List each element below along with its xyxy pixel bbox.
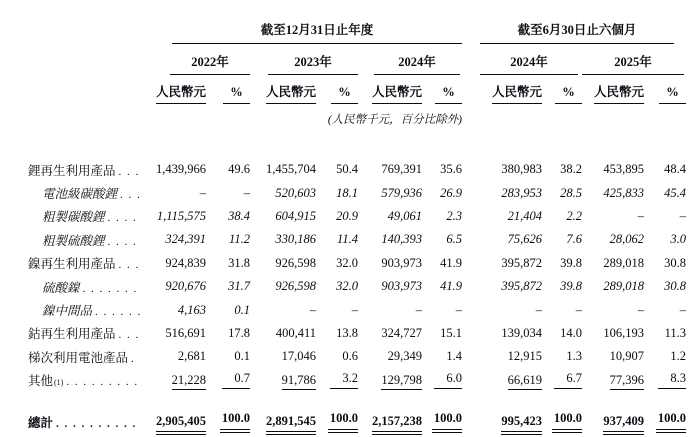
col-header-pct-text: %: [659, 85, 686, 104]
pct-value-cell: [422, 326, 462, 341]
pct-value-cell: [206, 349, 250, 364]
col-header-rmb-text: 人民幣元: [492, 82, 542, 104]
row-label-cell: [28, 413, 148, 431]
rmb-value-cell: [358, 414, 422, 429]
pct-value-cell: [316, 186, 358, 201]
table-row: [28, 275, 686, 298]
row-label-cell: [28, 231, 148, 249]
cell-value: 39.8: [560, 279, 582, 294]
rmb-value-cell: [358, 256, 422, 271]
cell-value: –: [309, 302, 316, 317]
pct-value-cell: [644, 303, 686, 318]
row-label-cell: [28, 161, 148, 179]
dot-leader: [119, 257, 140, 272]
cell-value: –: [575, 302, 582, 317]
pct-value-cell: [206, 303, 250, 318]
col-header-rmb: [480, 82, 542, 104]
cell-value: 18.1: [336, 185, 358, 200]
row-label-text: 粗製硫酸鋰: [42, 233, 105, 248]
pct-value-cell: [644, 326, 686, 341]
pct-value-cell: [422, 279, 462, 294]
cell-value: 50.4: [336, 162, 358, 177]
rmb-value-cell: [250, 349, 316, 364]
rmb-value-cell: [582, 303, 644, 318]
cell-value: 3.0: [670, 232, 686, 247]
cell-value: 0.1: [234, 349, 250, 364]
col-header-pct: [422, 85, 462, 104]
table-row: [28, 298, 686, 321]
unit-note-row: [28, 111, 686, 127]
table-row: [28, 228, 686, 251]
pct-value-cell: [422, 371, 462, 389]
cell-value: 425,833: [603, 185, 644, 200]
table-row: [28, 369, 686, 392]
col-header-rmb: [358, 82, 422, 104]
table-row: [28, 252, 686, 275]
dot-leader: [56, 416, 140, 431]
rmb-value-cell: [582, 186, 644, 201]
pct-value-cell: [542, 186, 582, 201]
cell-value: 21,228: [172, 373, 206, 390]
rmb-value-cell: [148, 209, 206, 224]
rmb-value-cell: [480, 373, 542, 388]
cell-value: –: [455, 302, 462, 317]
row-label-cell: [28, 278, 148, 296]
cell-value: –: [415, 302, 422, 317]
rmb-value-cell: [480, 414, 542, 429]
pct-value-cell: [206, 326, 250, 341]
pct-value-cell: [316, 349, 358, 364]
cell-value: 17,046: [281, 349, 316, 364]
cell-value: 140,393: [381, 232, 422, 247]
cell-value: –: [351, 302, 358, 317]
pct-value-cell: [542, 209, 582, 224]
rmb-value-cell: [250, 162, 316, 177]
col-header-pct-text: %: [555, 85, 582, 104]
rmb-value-cell: [148, 414, 206, 429]
row-label-text: 鎳中間品: [42, 304, 93, 319]
cell-value: 11.4: [337, 232, 358, 247]
table-row: [28, 407, 686, 437]
cell-value: 8.3: [658, 371, 686, 389]
cell-value: 38.4: [228, 208, 250, 223]
col-header-rmb-text: 人民幣元: [156, 82, 206, 104]
cell-value: 32.0: [336, 255, 358, 270]
revenue-breakdown-table: [28, 20, 686, 437]
cell-value: 2,681: [177, 349, 206, 364]
pct-value-cell: [422, 349, 462, 364]
cell-value: 77,396: [610, 373, 644, 390]
cell-value: 380,983: [501, 162, 542, 177]
col-header-pct-text: %: [223, 85, 250, 104]
rmb-value-cell: [358, 186, 422, 201]
rmb-value-cell: [148, 373, 206, 388]
cell-value: 324,391: [165, 232, 206, 247]
cell-value: 1,115,575: [156, 208, 206, 223]
cell-value: 0.1: [234, 302, 250, 317]
pct-value-cell: [422, 162, 462, 177]
rmb-value-cell: [358, 209, 422, 224]
year-header-2023: 2023年: [268, 52, 358, 75]
cell-value: 100.0: [656, 411, 686, 433]
cell-value: 31.8: [228, 255, 250, 270]
col-header-pct-text: %: [331, 85, 358, 104]
cell-value: 11.2: [229, 232, 250, 247]
unit-note: (人民幣千元，百分比除外): [327, 114, 462, 126]
rmb-value-cell: [358, 373, 422, 388]
dot-leader: [108, 210, 140, 225]
rmb-value-cell: [358, 326, 422, 341]
pct-value-cell: [644, 162, 686, 177]
rmb-value-cell: [148, 232, 206, 247]
row-label-cell: [28, 207, 148, 225]
row-label-text: 鎳再生利用產品: [28, 257, 116, 272]
cell-value: 66,619: [508, 373, 542, 390]
cell-value: 31.7: [228, 279, 250, 294]
rmb-value-cell: [148, 256, 206, 271]
cell-value: 395,872: [501, 255, 542, 270]
pct-value-cell: [316, 326, 358, 341]
cell-value: 395,872: [501, 279, 542, 294]
cell-value: 920,676: [165, 279, 206, 294]
row-label-text: 梯次利用電池產品: [28, 350, 129, 365]
period-group-header-row: [28, 20, 686, 44]
cell-value: 903,973: [381, 255, 422, 270]
cell-value: 49.6: [228, 162, 250, 177]
rmb-value-cell: [148, 349, 206, 364]
pct-value-cell: [206, 371, 250, 389]
dot-leader: [119, 164, 140, 179]
year-header-2024: 2024年: [374, 52, 460, 75]
row-label-text: 鈷再生利用產品: [28, 327, 116, 342]
cell-value: 15.1: [440, 325, 462, 340]
cell-value: 926,598: [275, 279, 316, 294]
col-header-rmb: [148, 82, 206, 104]
rmb-value-cell: [148, 326, 206, 341]
cell-value: 91,786: [282, 373, 316, 390]
cell-value: 29,349: [387, 349, 422, 364]
year-header-2022: 2022年: [170, 52, 250, 75]
cell-value: 6.0: [434, 371, 462, 389]
pct-value-cell: [316, 162, 358, 177]
pct-value-cell: [644, 186, 686, 201]
rmb-value-cell: [582, 326, 644, 341]
cell-value: 13.8: [336, 325, 358, 340]
rmb-value-cell: [250, 232, 316, 247]
rmb-value-cell: [582, 279, 644, 294]
cell-value: 11.3: [664, 325, 686, 340]
pct-value-cell: [422, 411, 462, 433]
rmb-value-cell: [480, 232, 542, 247]
dot-leader: [108, 234, 140, 249]
rmb-value-cell: [582, 349, 644, 364]
cell-value: 604,915: [275, 208, 316, 223]
cell-value: 400,411: [275, 325, 316, 340]
year-header-interim-2025: 2025年: [582, 52, 684, 75]
table-row: [28, 205, 686, 228]
pct-value-cell: [206, 411, 250, 433]
cell-value: 1,455,704: [266, 162, 316, 177]
pct-value-cell: [644, 256, 686, 271]
cell-value: 2,905,405: [156, 414, 206, 435]
cell-value: 45.4: [664, 185, 686, 200]
rmb-value-cell: [358, 279, 422, 294]
pct-value-cell: [316, 232, 358, 247]
cell-value: 30.8: [664, 279, 686, 294]
cell-value: 100.0: [328, 411, 358, 433]
cell-value: 21,404: [507, 208, 542, 223]
rmb-value-cell: [250, 326, 316, 341]
pct-value-cell: [422, 186, 462, 201]
table-row: [28, 345, 686, 368]
pct-value-cell: [542, 411, 582, 433]
cell-value: 30.8: [664, 255, 686, 270]
row-label-cell: [28, 301, 148, 319]
rmb-value-cell: [250, 209, 316, 224]
pct-value-cell: [316, 371, 358, 389]
cell-value: 100.0: [432, 411, 462, 433]
pct-value-cell: [542, 349, 582, 364]
table-row: [28, 181, 686, 204]
pct-value-cell: [206, 186, 250, 201]
pct-value-cell: [542, 256, 582, 271]
cell-value: 283,953: [501, 185, 542, 200]
cell-value: 1.2: [670, 349, 686, 364]
year-header-interim-2024: 2024年: [480, 52, 578, 75]
rmb-value-cell: [582, 209, 644, 224]
column-header-row: [28, 82, 686, 104]
cell-value: 100.0: [220, 411, 250, 433]
pct-value-cell: [644, 232, 686, 247]
cell-value: 6.5: [446, 232, 462, 247]
dot-leader: [131, 351, 140, 366]
rmb-value-cell: [148, 162, 206, 177]
cell-value: –: [637, 302, 644, 317]
rmb-value-cell: [480, 326, 542, 341]
pct-value-cell: [542, 232, 582, 247]
cell-value: 903,973: [381, 279, 422, 294]
rmb-value-cell: [250, 303, 316, 318]
pct-value-cell: [644, 279, 686, 294]
rmb-value-cell: [582, 232, 644, 247]
cell-value: 48.4: [664, 162, 686, 177]
pct-value-cell: [422, 303, 462, 318]
cell-value: 14.0: [560, 325, 582, 340]
rmb-value-cell: [250, 414, 316, 429]
rmb-value-cell: [358, 162, 422, 177]
rmb-value-cell: [480, 303, 542, 318]
cell-value: 28,062: [609, 232, 644, 247]
rmb-value-cell: [480, 279, 542, 294]
cell-value: 1.3: [566, 349, 582, 364]
cell-value: 6.7: [554, 371, 582, 389]
table-body: [28, 158, 686, 437]
col-header-rmb: [250, 82, 316, 104]
cell-value: 520,603: [275, 185, 316, 200]
rmb-value-cell: [250, 186, 316, 201]
pct-value-cell: [644, 411, 686, 433]
row-label-text: 電池級碳酸鋰: [42, 187, 118, 202]
rmb-value-cell: [148, 279, 206, 294]
cell-value: 32.0: [336, 279, 358, 294]
cell-value: 12,915: [507, 349, 542, 364]
cell-value: 26.9: [440, 185, 462, 200]
rmb-value-cell: [148, 186, 206, 201]
rmb-value-cell: [582, 256, 644, 271]
row-label-text: 其他: [28, 374, 54, 389]
dot-leader: [119, 327, 140, 342]
cell-value: 49,061: [387, 208, 422, 223]
rmb-value-cell: [358, 303, 422, 318]
rmb-value-cell: [480, 256, 542, 271]
cell-value: 924,839: [165, 255, 206, 270]
cell-value: –: [679, 302, 686, 317]
col-header-pct: [542, 85, 582, 104]
cell-value: 38.2: [560, 162, 582, 177]
cell-value: –: [199, 185, 206, 200]
cell-value: 0.6: [342, 349, 358, 364]
cell-value: 579,936: [381, 185, 422, 200]
dot-leader: [95, 304, 140, 319]
cell-value: 453,895: [603, 162, 644, 177]
col-header-pct: [206, 85, 250, 104]
pct-value-cell: [206, 232, 250, 247]
rmb-value-cell: [480, 186, 542, 201]
pct-value-cell: [542, 279, 582, 294]
dot-leader: [83, 281, 140, 296]
cell-value: 129,798: [381, 373, 422, 390]
interim-period-header: 截至6月30日止六個月: [480, 20, 674, 44]
row-label-cell: [28, 254, 148, 272]
col-header-rmb-text: 人民幣元: [266, 82, 316, 104]
dot-leader: [66, 374, 140, 389]
pct-value-cell: [206, 256, 250, 271]
cell-value: –: [679, 208, 686, 223]
cell-value: 7.6: [566, 232, 582, 247]
pct-value-cell: [206, 209, 250, 224]
rmb-value-cell: [148, 303, 206, 318]
row-label-cell: [28, 184, 148, 202]
cell-value: 330,186: [275, 232, 316, 247]
pct-value-cell: [644, 349, 686, 364]
cell-value: 4,163: [177, 302, 206, 317]
cell-value: 75,626: [507, 232, 542, 247]
cell-value: 17.8: [228, 325, 250, 340]
pct-value-cell: [316, 256, 358, 271]
cell-value: 28.5: [560, 185, 582, 200]
col-header-pct: [644, 85, 686, 104]
cell-value: 1,439,966: [156, 162, 206, 177]
row-label-cell: 其他 (1) . . .: [28, 371, 148, 389]
rmb-value-cell: [480, 162, 542, 177]
pct-value-cell: [316, 209, 358, 224]
pct-value-cell: [644, 209, 686, 224]
rmb-value-cell: [582, 414, 644, 429]
cell-value: 926,598: [275, 255, 316, 270]
year-header-row: [28, 52, 686, 75]
rmb-value-cell: [480, 349, 542, 364]
pct-value-cell: [542, 162, 582, 177]
cell-value: 100.0: [552, 411, 582, 433]
rmb-value-cell: [250, 373, 316, 388]
rmb-value-cell: [582, 373, 644, 388]
cell-value: 2,157,238: [372, 414, 422, 435]
cell-value: –: [637, 208, 644, 223]
rmb-value-cell: [250, 279, 316, 294]
cell-value: 20.9: [336, 208, 358, 223]
cell-value: –: [243, 185, 250, 200]
rmb-value-cell: [358, 232, 422, 247]
row-label-text: 總計: [28, 415, 54, 430]
cell-value: 1.4: [446, 349, 462, 364]
pct-value-cell: [316, 303, 358, 318]
cell-value: 39.8: [560, 255, 582, 270]
row-label-text: 粗製碳酸鋰: [42, 210, 105, 225]
row-label-text: 硫酸鎳: [42, 280, 80, 295]
pct-value-cell: [206, 162, 250, 177]
cell-value: 995,423: [501, 414, 542, 435]
pct-value-cell: [316, 411, 358, 433]
pct-value-cell: [542, 303, 582, 318]
cell-value: 35.6: [440, 162, 462, 177]
pct-value-cell: [422, 256, 462, 271]
cell-value: 3.2: [330, 371, 358, 389]
cell-value: 769,391: [381, 162, 422, 177]
col-header-rmb-text: 人民幣元: [594, 82, 644, 104]
rmb-value-cell: [480, 209, 542, 224]
cell-value: 324,727: [381, 325, 422, 340]
table-row: [28, 322, 686, 345]
cell-value: 2.3: [446, 208, 462, 223]
cell-value: 289,018: [603, 279, 644, 294]
pct-value-cell: [542, 371, 582, 389]
cell-value: 139,034: [501, 325, 542, 340]
cell-value: 41.9: [440, 255, 462, 270]
cell-value: 41.9: [440, 279, 462, 294]
row-label-cell: [28, 324, 148, 342]
cell-value: 0.7: [222, 371, 250, 389]
col-header-pct-text: %: [435, 85, 462, 104]
pct-value-cell: [542, 326, 582, 341]
cell-value: 516,691: [165, 325, 206, 340]
pct-value-cell: [422, 209, 462, 224]
row-label-text: 鋰再生利用產品: [28, 163, 116, 178]
pct-value-cell: [316, 279, 358, 294]
cell-value: 2.2: [566, 208, 582, 223]
cell-value: 2,891,545: [266, 414, 316, 435]
cell-value: 937,409: [603, 414, 644, 435]
col-header-rmb: [582, 82, 644, 104]
col-header-pct: [316, 85, 358, 104]
pct-value-cell: [206, 279, 250, 294]
table-row: [28, 158, 686, 181]
cell-value: 106,193: [603, 325, 644, 340]
pct-value-cell: [422, 232, 462, 247]
row-label-cell: [28, 348, 148, 366]
pct-value-cell: [644, 371, 686, 389]
dot-leader: [120, 187, 140, 202]
col-header-rmb-text: 人民幣元: [372, 82, 422, 104]
rmb-value-cell: [250, 256, 316, 271]
rmb-value-cell: [358, 349, 422, 364]
rmb-value-cell: [582, 162, 644, 177]
cell-value: 289,018: [603, 255, 644, 270]
annual-period-header: 截至12月31日止年度: [172, 20, 462, 44]
cell-value: –: [535, 302, 542, 317]
cell-value: 10,907: [609, 349, 644, 364]
